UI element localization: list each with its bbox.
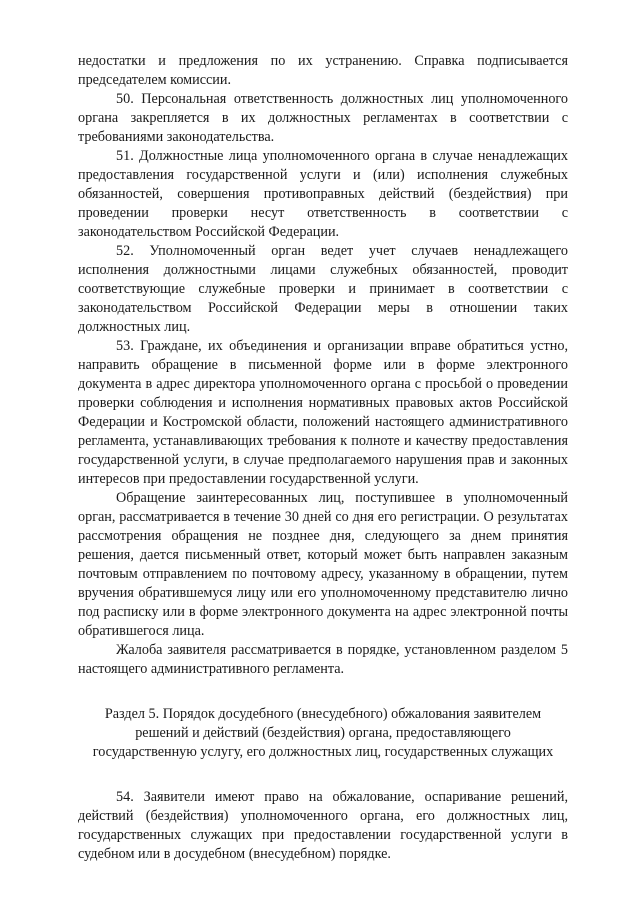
paragraph-50: 50. Персональная ответственность должностных лиц уполномоченного органа закрепляется в их должностных регламентах в соответствии с требованиями законодательства. (78, 91, 568, 145)
paragraph-51: 51. Должностные лица уполномоченного органа в случае ненадлежащих предоставления государственной услуги и (или) исполнения служебных обязанностей, совершения противоправных действий (бездействия) при проведении проверки несут ответственность в соответствии с законодательством Российской Федерации. (78, 148, 568, 240)
section-5-heading: Раздел 5. Порядок досудебного (внесудебного) обжалования заявителем решений и действий (бездействия) органа, предоставляющего государственную услугу, его должностных лиц, государственных служащих (92, 706, 554, 760)
paragraph-complaint: Жалоба заявителя рассматривается в порядке, установленном разделом 5 настоящего административного регламента. (78, 642, 568, 677)
paragraph-52: 52. Уполномоченный орган ведет учет случаев ненадлежащего исполнения должностными лицами служебных обязанностей, проводит соответствующие служебные проверки и принимает в соответствии с законодательством Российской Федерации меры в отношении таких должностных лиц. (78, 243, 568, 335)
paragraph-54: 54. Заявители имеют право на обжалование, оспаривание решений, действий (бездействия) уполномоченного органа, его должностных лиц, государственных служащих при предоставлении государственной услуги в судебном или в досудебном (внесудебном) порядке. (78, 789, 568, 862)
document-page (78, 52, 568, 864)
paragraph-53: 53. Граждане, их объединения и организации вправе обратиться устно, направить обращение в письменной форме или в форме электронного документа в адрес директора уполномоченного органа с просьбой о проведении проверки соблюдения и исполнения нормативных правовых актов Российской Федерации и Костромской области, положений настоящего административного регламента, устанавливающих требования к полноте и качеству предоставления государственной услуги, в случае предполагаемого нарушения прав и законных интересов при предоставлении государственной услуги. (78, 338, 568, 487)
paragraph-continuation: недостатки и предложения по их устранению. Справка подписывается председателем комиссии. (78, 53, 568, 88)
paragraph-appeal-processing: Обращение заинтересованных лиц, поступившее в уполномоченный орган, рассматривается в течение 30 дней со дня его регистрации. О результатах рассмотрения обращения не позднее дня, следующего за днем принятия решения, дается письменный ответ, который может быть направлен заказным почтовым отправлением по почтовому адресу, указанному в обращении, путем вручения обратившемуся лицу или его уполномоченному представителю лично под расписку или в форме электронного документа на адрес электронной почты обратившегося лица. (78, 490, 568, 639)
